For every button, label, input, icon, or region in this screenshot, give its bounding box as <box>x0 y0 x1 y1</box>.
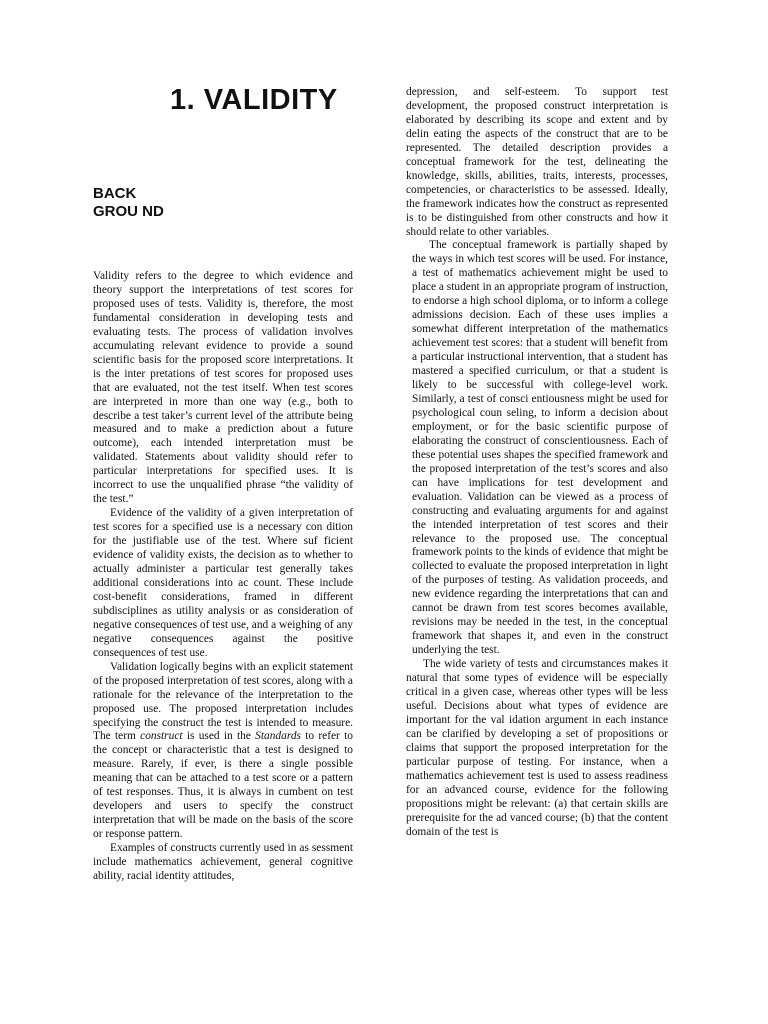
left-paragraph-3-part-c: to refer to the concept or characteristic that a test is designed to measure. Rarely, if ever, is there a single possible meaning that can be attached to a test score or a pattern of test responses. Thus, it is always in cumbent on test developers and users to specify the construct interpretation that will be made on the basis of the score or response pattern. <box>93 730 353 841</box>
right-column <box>406 86 668 839</box>
term-construct: construct <box>140 730 183 743</box>
left-paragraph-2: Evidence of the validity of a given interpretation of test scores for a specified use is a necessary con dition for the justifiable use of the test. Where suf ficient evidence of validity exists, the decision as to whether to actually administer a particular test generally takes additional considerations into ac count. These include cost-benefit considerations, framed in different subdisciplines as utility analysis or as consideration of negative consequences of test use, and a weighing of any negative consequences against the positive consequences of test use. <box>93 507 353 659</box>
right-paragraph-2: The conceptual framework is partially shaped by the ways in which test scores will be used. For instance, a test of mathematics achievement might be used to place a student in an appropriate program of instruction, to endorse a high school diploma, or to inform a college admissions decision. Each of these uses implies a somewhat different interpretation of the mathematics achievement test scores: that a student will benefit from a particular instructional intervention, that a student has mastered a specified curriculum, or that a student is likely to be successful with college-level work. Similarly, a test of consci entiousness might be used for psychological coun seling, to inform a decision about employment, or for the basic scientific purpose of elaborating the construct of conscientiousness. Each of these potential uses shapes the specified framework and the proposed interpretation of the test’s scores and also can have implications for test development and evaluation. Validation can be viewed as a process of constructing and evaluating arguments for and against the intended interpretation of test scores and their relevance to the proposed use. The conceptual framework points to the kinds of evidence that might be collected to evaluate the proposed interpretation in light of the purposes of testing. As validation proceeds, and new evidence regarding the interpretations that can and cannot be drawn from test scores becomes available, revisions may be needed in the test, in the conceptual framework that shapes it, and even in the construct underlying the test. <box>412 239 668 657</box>
left-paragraph-3-part-b: is used in the <box>182 730 256 743</box>
page-title: 1. VALIDITY <box>170 84 338 116</box>
left-column <box>93 270 353 884</box>
right-paragraph-3: The wide variety of tests and circumstances makes it natural that some types of evidence will be especially critical in a given case, whereas other types will be less useful. Decisions about what types of evidence are important for the val idation argument in each instance can be clarified by developing a set of propositions or claims that support the proposed interpretation for the particular purpose of testing. For instance, when a mathematics achievement test is used to assess readiness for an advanced course, evidence for the following propositions might be relevant: (a) that certain skills are prerequisite for the ad vanced course; (b) that the content domain of the test is <box>406 658 668 838</box>
term-standards: Standards <box>255 730 301 743</box>
right-paragraph-1: depression, and self-esteem. To support test development, the proposed construct interpretation is elaborated by describing its scope and extent and by delin eating the aspects of the construct that are to be represented. The detailed description provides a conceptual framework for the test, delineating the knowledge, skills, abilities, traits, interests, processes, competencies, or characteristics to be assessed. Ideally, the framework indicates how the construct as represented is to be distinguished from other constructs and how it should relate to other variables. <box>406 86 668 238</box>
left-paragraph-3 <box>93 661 353 842</box>
left-paragraph-4: Examples of constructs currently used in as sessment include mathematics achievement, general cognitive ability, racial identity attitudes, <box>93 842 353 882</box>
left-paragraph-3-part-a: Validation logically begins with an explicit statement of the proposed interpretation of test scores, along with a rationale for the relevance of the interpretation to the proposed use. The proposed interpretation includes specifying the construct the test is intended to measure. The term <box>93 660 353 743</box>
section-heading: BACK GROU ND <box>93 185 164 220</box>
left-paragraph-1: Validity refers to the degree to which evidence and theory support the interpretations of test scores for proposed uses of tests. Validity is, therefore, the most fundamental consideration in developing tests and evaluating tests. The process of validation involves accumulating relevant evidence to provide a sound scientific basis for the proposed score interpretations. It is the inter pretations of test scores for proposed uses that are evaluated, not the test itself. When test scores are interpreted in more than one way (e.g., both to describe a test taker’s current level of the attribute being measured and to make a prediction about a future outcome), each intended interpretation must be validated. Statements about validity should refer to particular interpretations for specified uses. It is incorrect to use the unqualified phrase “the validity of the test.” <box>93 270 353 506</box>
